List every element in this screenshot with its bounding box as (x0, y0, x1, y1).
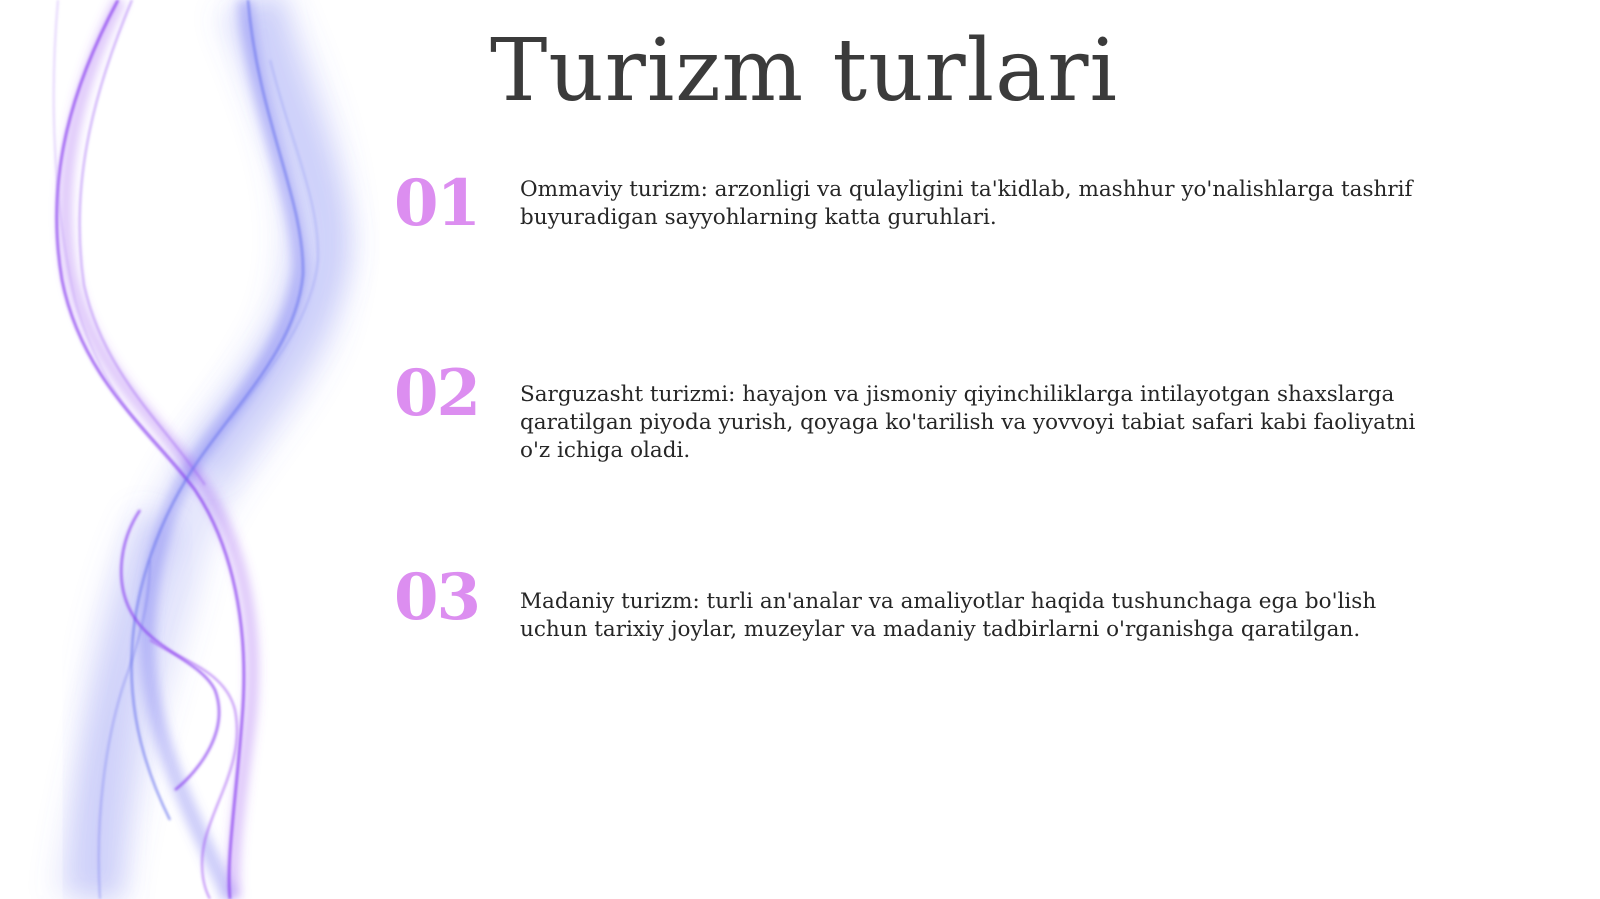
item-number: 03 (394, 560, 480, 635)
slide-title: Turizm turlari (490, 21, 1119, 121)
purple-smoke-decoration (0, 0, 380, 899)
item-number: 01 (394, 166, 480, 241)
item-text: Ommaviy turizm: arzonligi va qulayligini ta'kidlab, mashhur yo'nalishlarga tashrif buyuradigan sayyohlarning katta guruhlari. (520, 177, 1413, 230)
item-text: Sarguzasht turizmi: hayajon va jismoniy qiyinchiliklarga intilayotgan shaxslarga qaratilgan piyoda yurish, qoyaga ko'tarilish va yovvoyi tabiat safari kabi faoliyatni o'z ichiga oladi. (520, 382, 1416, 463)
item-text: Madaniy turizm: turli an'analar va amaliyotlar haqida tushunchaga ega bo'lish uchun tarixiy joylar, muzeylar va madaniy tadbirlarni o'rganishga qaratilgan. (520, 589, 1377, 642)
item-number: 02 (394, 356, 480, 431)
